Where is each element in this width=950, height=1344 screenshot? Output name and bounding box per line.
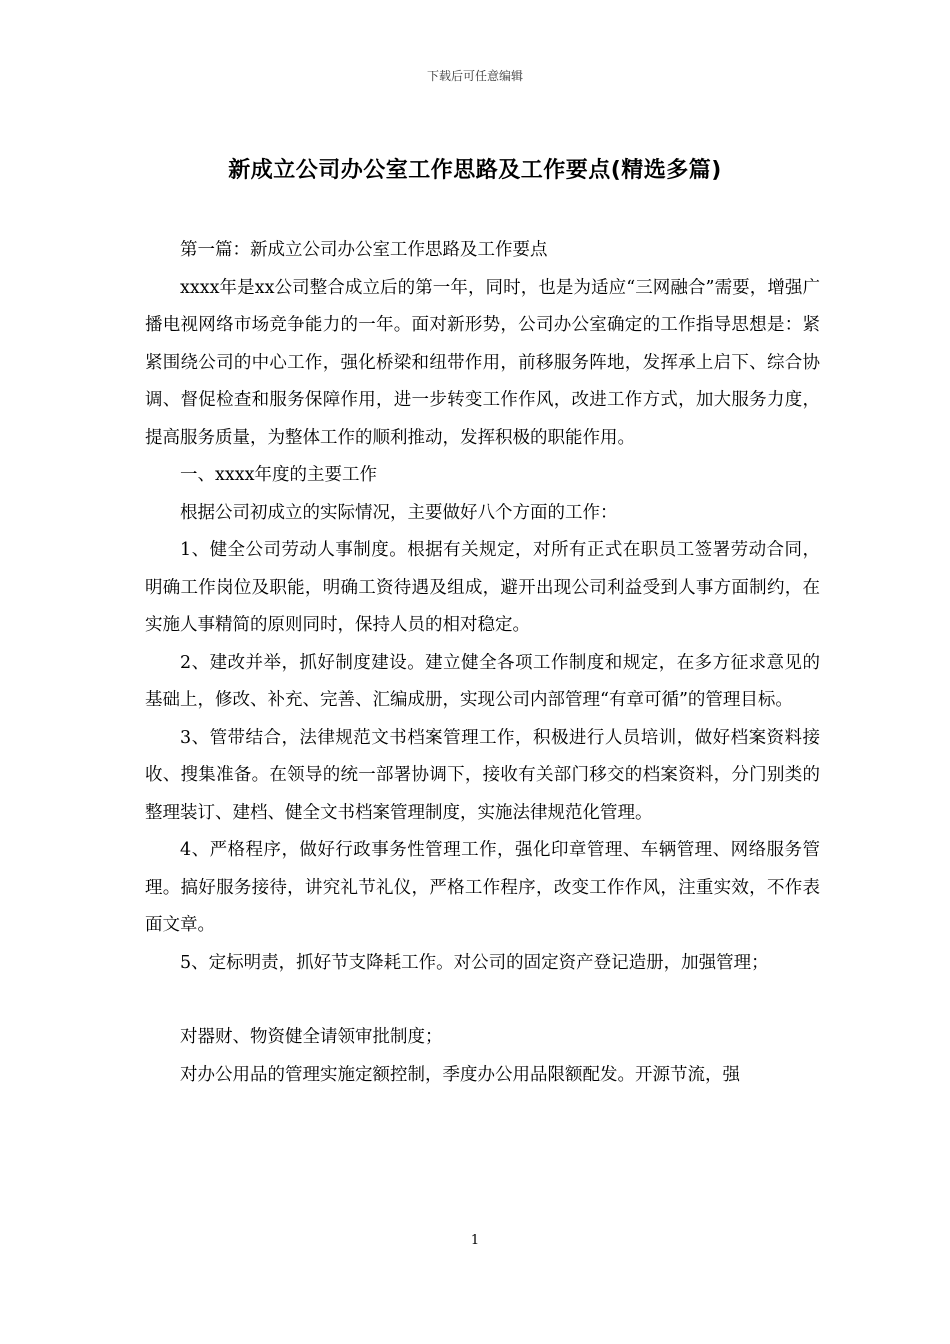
paragraph-main-work-heading: 一、xxxx年度的主要工作 <box>180 465 377 485</box>
paragraph-item-5-continued-2: 对办公用品的管理实施定额控制，季度办公用品限额配发。开源节流，强 <box>180 1064 740 1085</box>
paragraph-item-1: 1、健全公司劳动人事制度。根据有关规定，对所有正式在职员工签署劳动合同，明确工作岗位及职能，明确工资待遇及组成，避开出现公司利益受到人事方面制约，在实施人事精简的原则同时，保持人员的相对稳定。 <box>145 540 820 635</box>
paragraph-section-heading: 第一篇：新成立公司办公室工作思路及工作要点 <box>180 240 548 260</box>
page-number: 1 <box>470 1233 480 1248</box>
document-title: 新成立公司办公室工作思路及工作要点(精选多篇) <box>228 158 722 183</box>
paragraph-overview: 根据公司初成立的实际情况，主要做好八个方面的工作： <box>180 502 618 523</box>
paragraph-item-4: 4、严格程序，做好行政事务性管理工作，强化印章管理、车辆管理、网络服务管理。搞好服务接待，讲究礼节礼仪，严格工作程序，改变工作作风，注重实效，不作表面文章。 <box>145 840 820 935</box>
paragraph-item-3: 3、管带结合，法律规范文书档案管理工作，积极进行人员培训，做好档案资料接收、搜集准备。在领导的统一部署协调下，接收有关部门移交的档案资料，分门别类的整理装订、建档、健全文书档案管理制度，实施法律规范化管理。 <box>145 727 820 823</box>
document-body <box>145 232 820 1094</box>
paragraph-intro: xxxx年是xx公司整合成立后的第一年，同时，也是为适应“三网融合”需要，增强广播电视网络市场竞争能力的一年。面对新形势，公司办公室确定的工作指导思想是：紧紧围绕公司的中心工作，强化桥梁和纽带作用，前移服务阵地，发挥承上启下、综合协调、督促检查和服务保障作用，进一步转变工作作风，改进工作方式，加大服务力度，提高服务质量，为整体工作的顺利推动，发挥积极的职能作用。 <box>145 277 820 448</box>
paragraph-item-5-continued: 对器财、物资健全请领审批制度； <box>180 1027 443 1047</box>
paragraph-item-2: 2、建改并举，抓好制度建设。建立健全各项工作制度和规定，在多方征求意见的基础上，修改、补充、完善、汇编成册，实现公司内部管理“有章可循”的管理目标。 <box>145 652 820 710</box>
paragraph-item-5: 5、定标明责，抓好节支降耗工作。对公司的固定资产登记造册，加强管理； <box>180 952 769 973</box>
header-note: 下载后可任意编辑 <box>426 69 523 83</box>
